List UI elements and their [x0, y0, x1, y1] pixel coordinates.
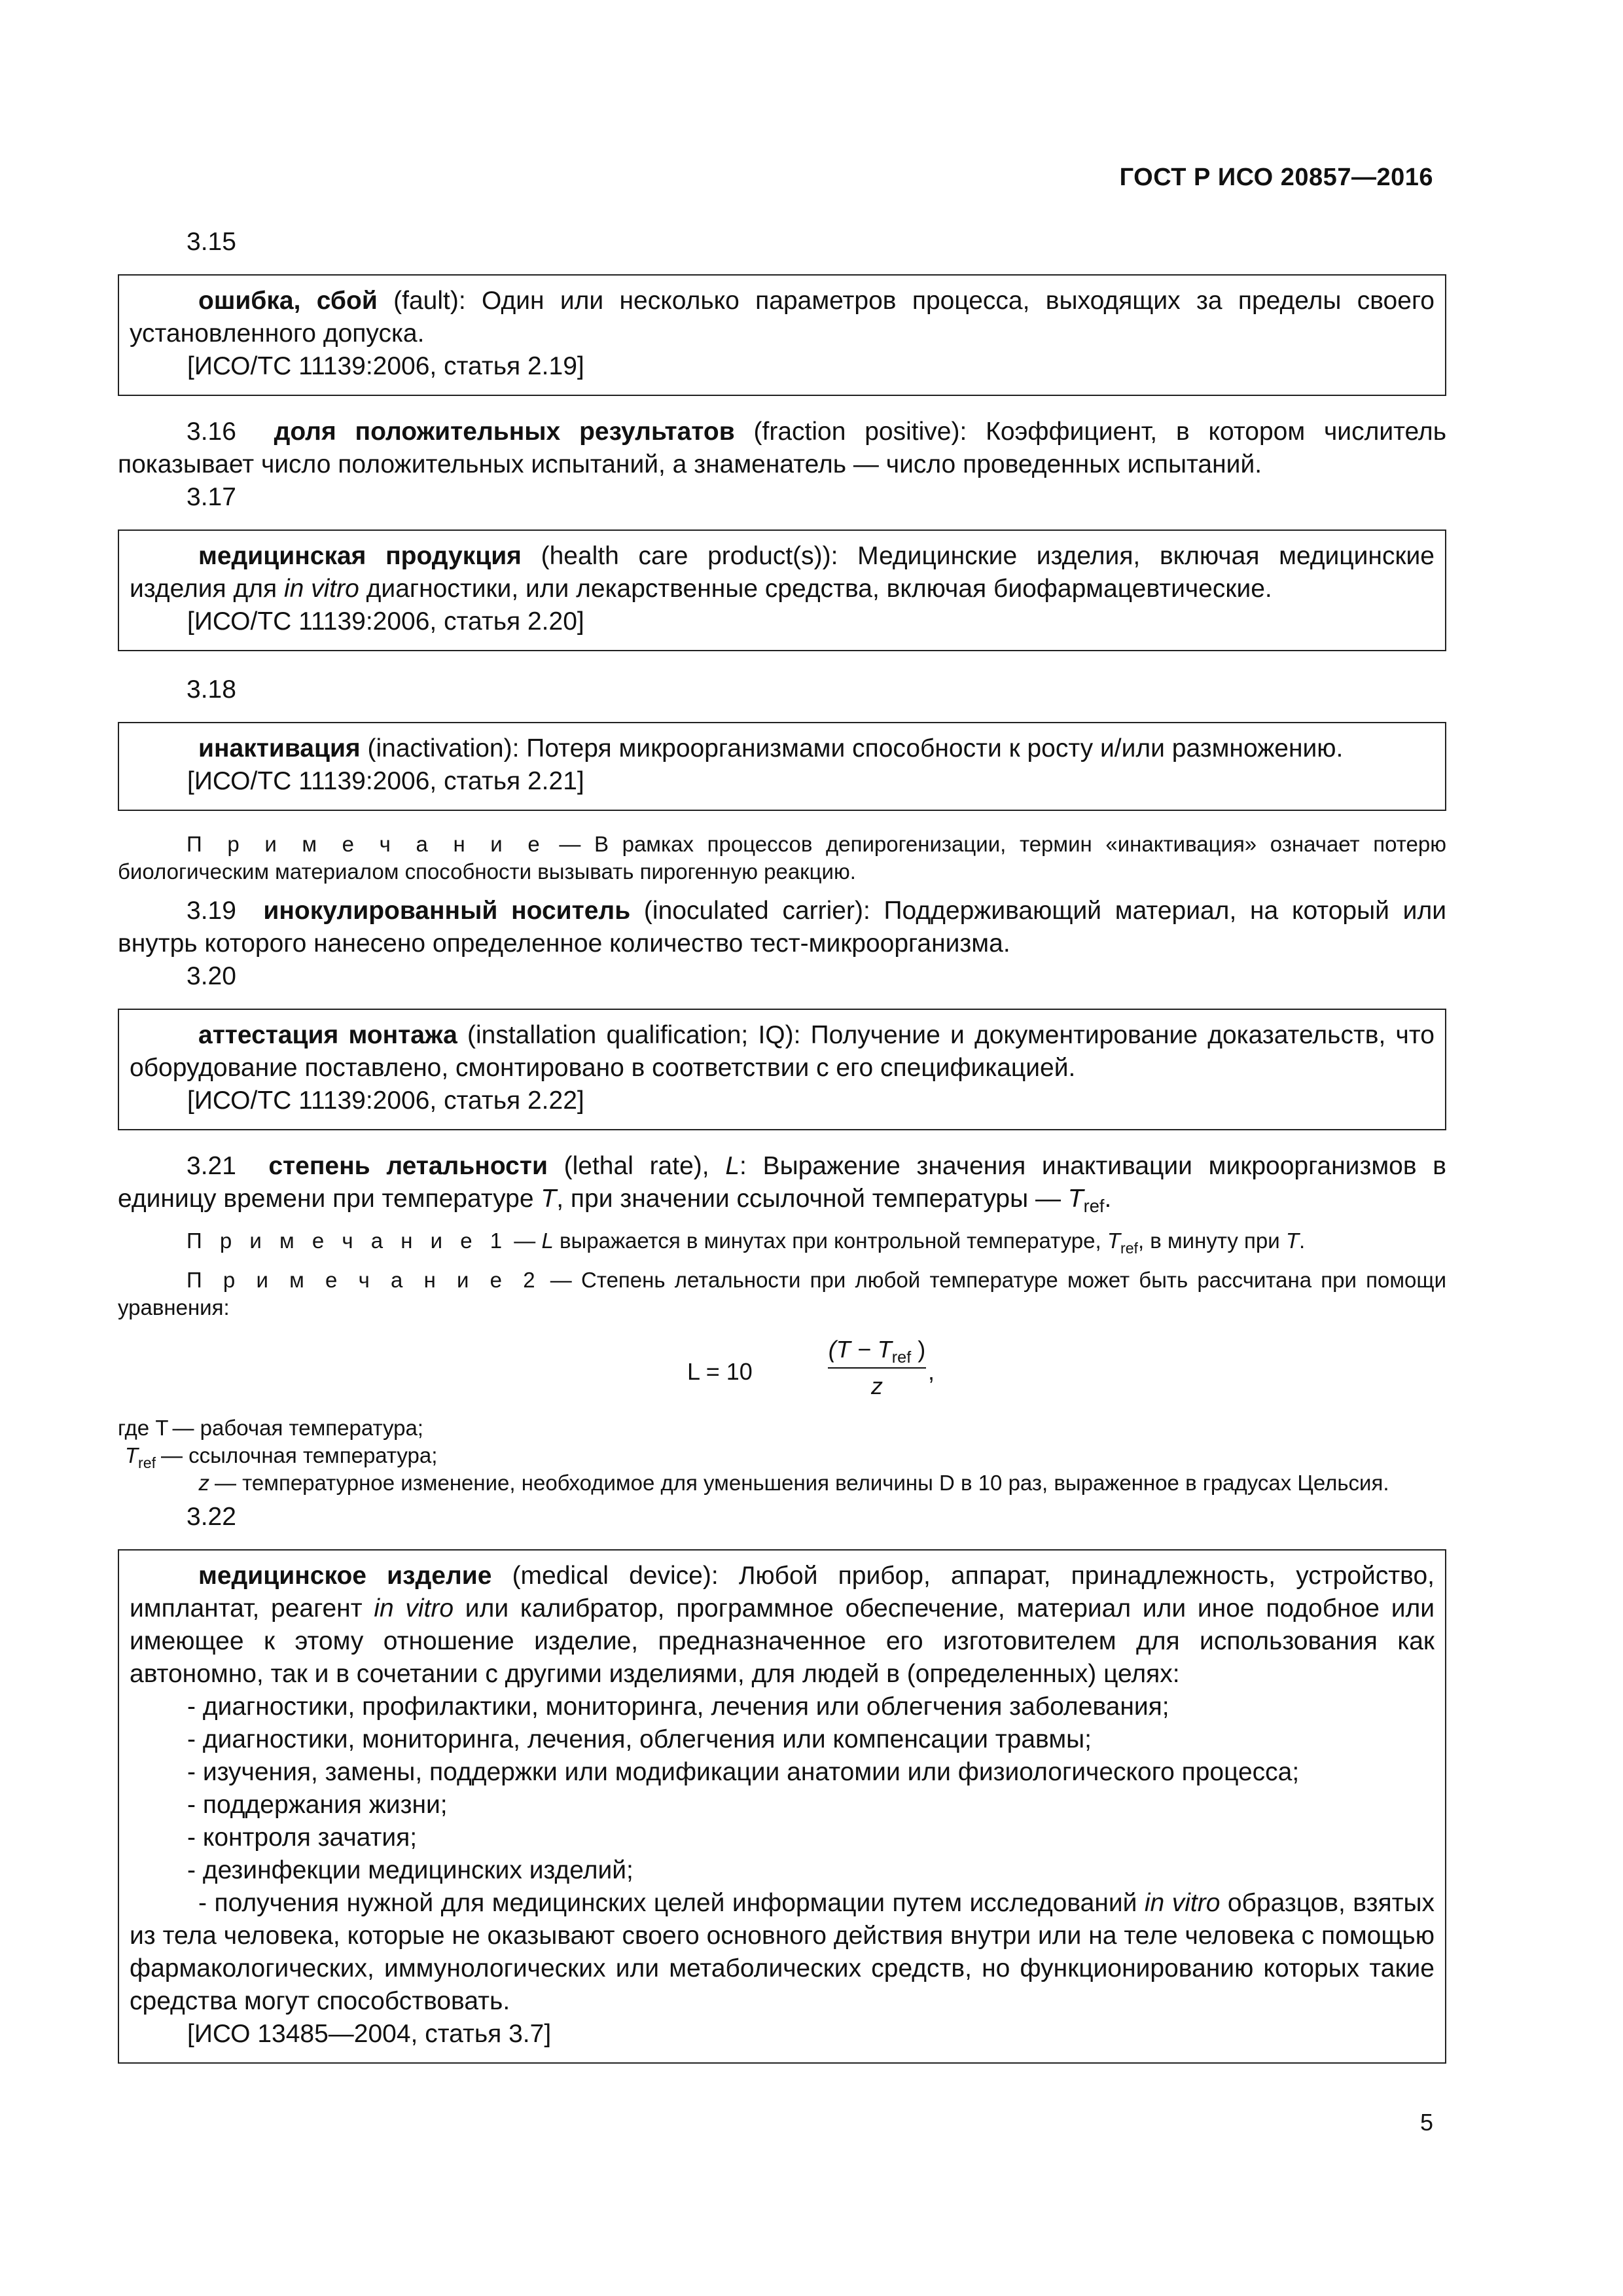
definition-3-21: 3.21 степень летальности (lethal rate), L: Выражение значения инактивации микроорганизмов в единицу времени при температуре T, при значении ссылочной температуры — $T_{ref}$. [118, 1152, 1446, 1216]
term-3-18: инактивация [198, 734, 361, 762]
note-1-3-21: П р и м е ч а н и е 1 — L выражается в минутах при контрольной температуре, $T_{ref}$, в минуту при T. [187, 1229, 1306, 1257]
page-number: 5 [1419, 2109, 1433, 2136]
formula-fraction [828, 1333, 926, 1403]
list-item: - изучения, замены, поддержки или модификации анатомии или физиологического процесса; [187, 1758, 1300, 1786]
entry-number-3-15: 3.15 [187, 228, 236, 256]
list-item: - поддержания жизни; [187, 1791, 448, 1819]
term-3-22: медицинское изделие [198, 1562, 492, 1590]
source-3-15: [ИСО/ТС 11139:2006, статья 2.19] [187, 352, 584, 380]
definition-box-3-17 [118, 529, 1446, 651]
definition-3-22: медицинское изделие (medical device): Любой прибор, аппарат, принадлежность, устройство, имплантат, реагент in vitro или калибратор, программное обеспечение, материал или иное подобное или имеющее к этому отношение изделие, предназначенное его изготовителем для использования как автономно, так и в сочетании с другими изделиями, для людей в (определенных) целях: [130, 1562, 1435, 1688]
note-2-3-21: П р и м е ч а н и е 2 — Степень летальности при любой температуре может быть рассчитана при помощи уравнения: [118, 1268, 1446, 1319]
term-3-16: доля положительных результатов [274, 418, 735, 446]
definition-3-17: медицинская продукция (health care product(s)): Медицинские изделия, включая медицинские изделия для in vitro диагностики, или лекарственные средства, включая биофармацевтические. [130, 542, 1435, 603]
definition-box-3-20 [118, 1009, 1446, 1130]
entry-number-3-22: 3.22 [187, 1503, 236, 1531]
variable-definition: — ссылочная температура; [161, 1443, 438, 1467]
variable-symbol: $T_{ref}$ [124, 1443, 156, 1471]
term-3-19: инокулированный носитель [263, 897, 631, 925]
term-3-20: аттестация монтажа [198, 1021, 457, 1049]
list-item: - диагностики, профилактики, мониторинга, лечения или облегчения заболевания; [187, 1693, 1169, 1721]
term-3-21: степень летальности [268, 1152, 548, 1180]
source-3-22: [ИСО 13485—2004, статья 3.7] [187, 2020, 552, 2048]
formula-numerator: ($T - T_{ref}$ ) [828, 1333, 926, 1369]
variable-symbol: z [198, 1471, 209, 1495]
variable-row [118, 1469, 1446, 1497]
definition-3-15: ошибка, сбой (fault): Один или несколько параметров процесса, выходящих за пределы своего установленного допуска. [130, 287, 1435, 348]
formula-denominator: z [871, 1372, 883, 1399]
term-3-17: медицинская продукция [198, 542, 522, 570]
variable-symbol: где T [118, 1416, 169, 1440]
document-body [118, 226, 1446, 2083]
definition-box-3-18 [118, 722, 1446, 811]
variable-definition: — рабочая температура; [172, 1416, 423, 1440]
source-3-17: [ИСО/ТС 11139:2006, статья 2.20] [187, 607, 584, 636]
source-3-18: [ИСО/ТС 11139:2006, статья 2.21] [187, 767, 584, 795]
variable-definition: — температурное изменение, необходимое для уменьшения величины D в 10 раз, выраженное в градусах Цельсия. [215, 1471, 1389, 1495]
note-3-18: П р и м е ч а н и е — В рамках процессов депирогенизации, термин «инактивация» означает потерю биологическим материалом способности вызывать пирогенную реакцию. [118, 832, 1446, 884]
entry-number-3-20: 3.20 [187, 962, 236, 990]
definition-3-20: аттестация монтажа (installation qualification; IQ): Получение и документирование доказательств, что оборудование поставлено, смонтировано в соответствии с его спецификацией. [130, 1021, 1435, 1082]
document-header: ГОСТ Р ИСО 20857—2016 [1119, 164, 1433, 191]
definition-3-18: инактивация (inactivation): Потеря микроорганизмами способности к росту и/или размножению. [198, 734, 1344, 762]
definition-3-19: 3.19 инокулированный носитель (inoculated carrier): Поддерживающий материал, на который или внутрь которого нанесено определенное количество тест-микроорганизма. [118, 897, 1446, 958]
list-item: - дезинфекции медицинских изделий; [187, 1856, 633, 1884]
list-item-last: - получения нужной для медицинских целей информации путем исследований in vitro образцов, взятых из тела человека, которые не оказывают своего основного действия внутри или на теле человека с помощью фармакологических, иммунологических или метаболических средств, но функционированию которых такие средства могут способствовать. [130, 1889, 1435, 2015]
definition-box-3-22 [118, 1549, 1446, 2064]
variable-definitions [118, 1414, 1446, 1497]
lethal-rate-formula: L = 10 ($T - T_{ref}$ ) z , [118, 1333, 1446, 1405]
entry-number-3-17: 3.17 [187, 483, 236, 511]
term-3-15: ошибка, сбой [198, 287, 378, 315]
source-3-20: [ИСО/ТС 11139:2006, статья 2.22] [187, 1086, 584, 1115]
definition-3-16: 3.16 доля положительных результатов (fraction positive): Коэффициент, в котором числитель показывает число положительных испытаний, а знаменатель — число проведенных испытаний. [118, 418, 1447, 478]
variable-row [118, 1442, 1446, 1469]
definition-box-3-15 [118, 274, 1446, 396]
list-item: - контроля зачатия; [187, 1823, 418, 1852]
formula-lhs: L = 10 [687, 1358, 753, 1385]
entry-number-3-18: 3.18 [187, 675, 236, 704]
variable-row [118, 1414, 1446, 1442]
list-item: - диагностики, мониторинга, лечения, облегчения или компенсации травмы; [187, 1725, 1092, 1753]
